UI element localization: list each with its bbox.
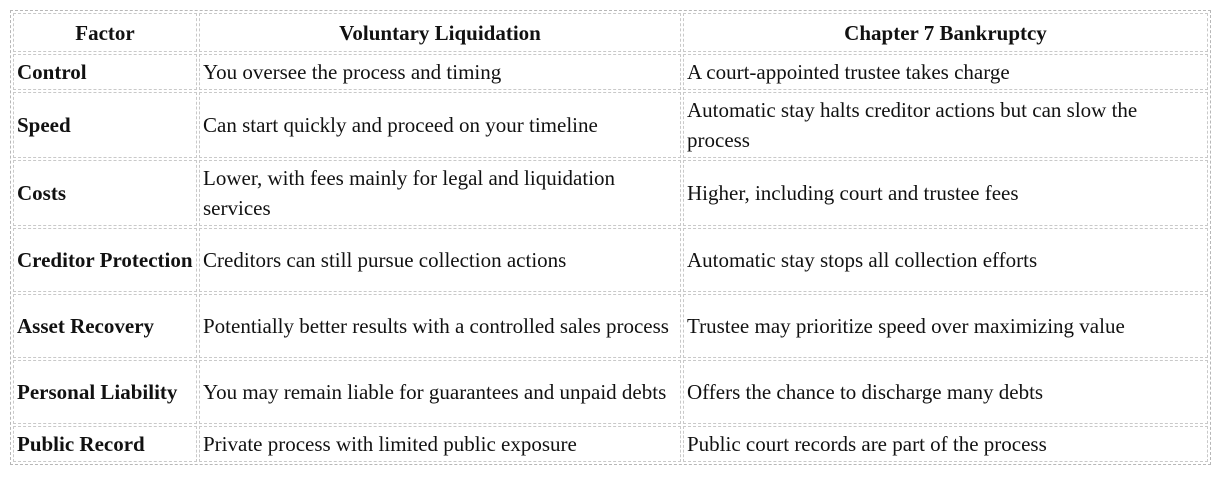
factor-cell: Control [13,54,197,90]
header-row [13,13,1208,52]
factor-cell: Asset Recovery [13,294,197,358]
comparison-table [10,10,1211,465]
voluntary-cell: Lower, with fees mainly for legal and liquidation services [199,160,681,226]
table-row [13,360,1208,424]
chapter7-cell: Trustee may prioritize speed over maximizing value [683,294,1208,358]
factor-cell: Speed [13,92,197,158]
table-row [13,294,1208,358]
voluntary-cell: Private process with limited public exposure [199,426,681,462]
factor-cell: Personal Liability [13,360,197,424]
voluntary-cell: Creditors can still pursue collection actions [199,228,681,292]
voluntary-cell: Potentially better results with a controlled sales process [199,294,681,358]
chapter7-cell: Offers the chance to discharge many debts [683,360,1208,424]
header-chapter-7-bankruptcy: Chapter 7 Bankruptcy [683,13,1208,52]
chapter7-cell: Higher, including court and trustee fees [683,160,1208,226]
header-voluntary-liquidation: Voluntary Liquidation [199,13,681,52]
table-row [13,92,1208,158]
voluntary-cell: You oversee the process and timing [199,54,681,90]
chapter7-cell: Automatic stay halts creditor actions but can slow the process [683,92,1208,158]
factor-cell: Public Record [13,426,197,462]
voluntary-cell: Can start quickly and proceed on your timeline [199,92,681,158]
chapter7-cell: A court-appointed trustee takes charge [683,54,1208,90]
chapter7-cell: Automatic stay stops all collection efforts [683,228,1208,292]
table-body [13,54,1208,462]
factor-cell: Creditor Protection [13,228,197,292]
factor-cell: Costs [13,160,197,226]
table-row [13,228,1208,292]
table-row [13,160,1208,226]
table-row [13,426,1208,462]
chapter7-cell: Public court records are part of the process [683,426,1208,462]
table-header [13,13,1208,52]
table-row [13,54,1208,90]
voluntary-cell: You may remain liable for guarantees and unpaid debts [199,360,681,424]
header-factor: Factor [13,13,197,52]
